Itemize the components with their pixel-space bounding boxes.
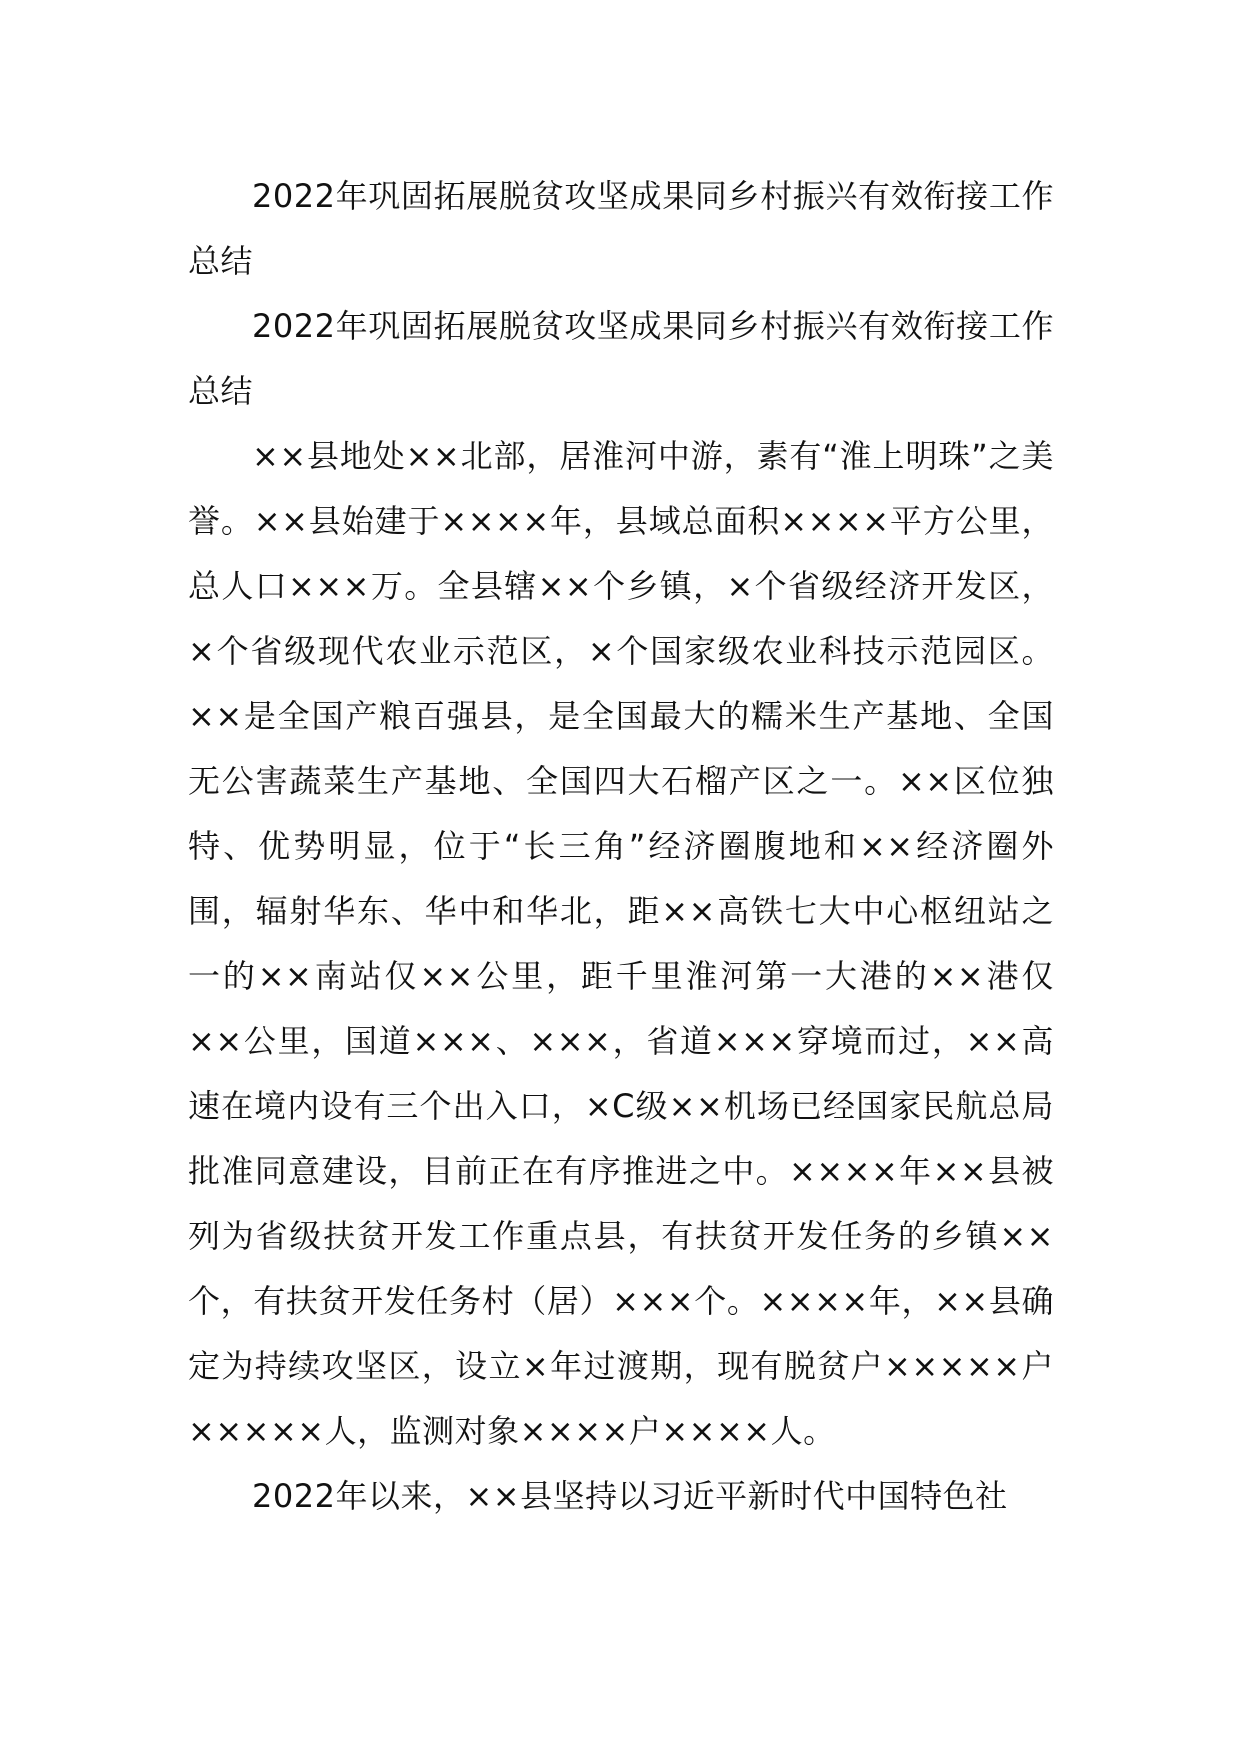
- body-paragraph: 2022年以来，××县坚持以习近平新时代中国特色社: [252, 1477, 1008, 1515]
- document-title-repeat: 2022年巩固拓展脱贫攻坚成果同乡村振兴有效衔接工作总结: [188, 307, 1054, 410]
- body-paragraph: ××县地处××北部，居淮河中游，素有“淮上明珠”之美誉。××县始建于××××年，县域总面积××××平方公里，总人口×××万。全县辖××个乡镇，×个省级经济开发区，×个省级现代农业示范区，×个国家级农业科技示范园区。××是全国产粮百强县，是全国最大的糯米生产基地、全国无公害蔬菜生产基地、全国四大石榴产区之一。××区位独特、优势明显，位于“长三角”经济圈腹地和××经济圈外围，辐射华东、华中和华北，距××高铁七大中心枢纽站之一的××南站仅××公里，距千里淮河第一大港的××港仅××公里，国道×××、×××，省道×××穿境而过，××高速在境内设有三个出入口，×C级××机场已经国家民航总局批准同意建设，目前正在有序推进之中。××××年××县被列为省级扶贫开发工作重点县，有扶贫开发任务的乡镇××个，有扶贫开发任务村（居）×××个。××××年，××县确定为持续攻坚区，设立×年过渡期，现有脱贫户×××××户×××××人，监测对象××××户××××人。: [188, 437, 1054, 1450]
- document-title: 2022年巩固拓展脱贫攻坚成果同乡村振兴有效衔接工作总结: [188, 177, 1054, 280]
- document-page: [188, 164, 1054, 1529]
